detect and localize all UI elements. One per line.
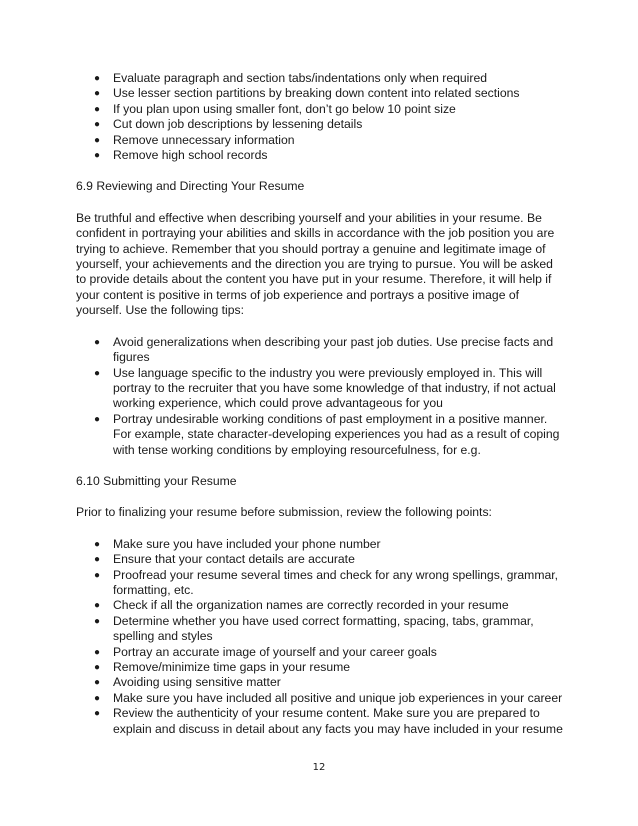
bullet-icon: ●	[93, 134, 101, 146]
list-item-text: Remove unnecessary information	[113, 132, 295, 147]
submission-checklist	[76, 537, 566, 737]
list-item-text: Avoid generalizations when describing your past job duties. Use precise facts and figures	[113, 334, 554, 365]
bullet-icon: ●	[93, 662, 101, 673]
list-item	[76, 148, 566, 163]
page-content	[76, 71, 566, 737]
list-item	[76, 568, 566, 599]
list-item	[76, 552, 566, 567]
section-paragraph-submitting: Prior to finalizing your resume before submission, review the following points:	[76, 505, 492, 520]
bullet-icon: ●	[93, 646, 101, 658]
list-item	[76, 366, 566, 412]
list-item-text: If you plan upon using smaller font, don’t go below 10 point size	[113, 101, 456, 116]
list-item	[76, 598, 566, 613]
bullet-icon: ●	[93, 677, 101, 689]
bullet-icon: ●	[93, 538, 101, 550]
list-item	[76, 645, 566, 660]
list-item	[76, 706, 566, 737]
list-item-text: Use language specific to the industry you were previously employed in. This will portray to the recruiter that you have some knowledge of that industry, if not actual working experience, which could prove advantageous for you	[113, 365, 556, 411]
list-item	[76, 660, 566, 675]
list-item-text: Cut down job descriptions by lessening details	[113, 117, 363, 132]
bullet-icon: ●	[93, 88, 101, 100]
list-item	[76, 71, 566, 86]
bullet-icon: ●	[93, 708, 101, 720]
list-item-text: Remove/minimize time gaps in your resume	[113, 660, 351, 674]
section-paragraph-reviewing: Be truthful and effective when describing yourself and your abilities in your resume. Be confident in portraying your abilities and skills in accordance with the job position you are trying to achieve. Remember that you should portray a genuine and legitimate image of yourself, your achievements and the direction you are trying to pursue. You will be asked to provide details about the content you have put in your resume. Therefore, it will help if your content is positive in terms of job experience and portrays a positive image of yourself. Use the following tips:	[76, 210, 555, 318]
list-item	[76, 537, 566, 552]
section-heading-reviewing: 6.9 Reviewing and Directing Your Resume	[76, 179, 305, 194]
list-item	[76, 614, 566, 645]
list-item	[76, 335, 566, 366]
bullet-icon: ●	[93, 103, 101, 115]
section-heading-submitting: 6.10 Submitting your Resume	[76, 473, 237, 488]
list-item-text: Ensure that your contact details are accurate	[113, 552, 355, 567]
list-item-text: Portray an accurate image of yourself and your career goals	[113, 644, 437, 659]
bullet-icon: ●	[93, 692, 101, 704]
bullet-icon: ●	[93, 569, 101, 581]
list-item-text: Use lesser section partitions by breaking down content into related sections	[113, 86, 520, 101]
formatting-tips-list	[76, 71, 566, 163]
list-item	[76, 117, 566, 132]
list-item-text: Remove high school records	[113, 148, 268, 163]
bullet-icon: ●	[93, 615, 101, 627]
list-item-text: Make sure you have included your phone number	[113, 536, 381, 551]
bullet-icon: ●	[93, 413, 101, 425]
list-item-text: Proofread your resume several times and check for any wrong spellings, grammar, formatting, etc.	[113, 567, 559, 597]
list-item	[76, 102, 566, 117]
bullet-icon: ●	[93, 150, 101, 162]
list-item	[76, 133, 566, 148]
list-item-text: Review the authenticity of your resume content. Make sure you are prepared to explain and discuss in detail about any facts you may have included in your resume	[113, 706, 563, 736]
list-item-text: Avoiding using sensitive matter	[113, 675, 281, 690]
list-item	[76, 675, 566, 690]
list-item-text: Portray undesirable working conditions of past employment in a positive manner. For example, state character-developing experiences you had as a result of coping with tense working conditions by employing resourcefulness, for e.g.	[113, 411, 560, 457]
list-item-text: Determine whether you have used correct formatting, spacing, tabs, grammar, spelling and styles	[113, 613, 534, 644]
bullet-icon: ●	[93, 554, 101, 566]
bullet-icon: ●	[93, 119, 101, 131]
bullet-icon: ●	[93, 336, 101, 348]
bullet-icon: ●	[93, 367, 101, 379]
reviewing-tips-list	[76, 335, 566, 458]
bullet-icon: ●	[93, 73, 101, 84]
page-number: 12	[312, 762, 326, 773]
list-item	[76, 86, 566, 101]
list-item	[76, 691, 566, 706]
list-item-text: Make sure you have included all positive and unique job experiences in your career	[113, 690, 563, 705]
list-item-text: Check if all the organization names are correctly recorded in your resume	[113, 598, 509, 613]
list-item	[76, 412, 566, 458]
list-item-text: Evaluate paragraph and section tabs/indentations only when required	[113, 71, 488, 85]
bullet-icon: ●	[93, 600, 101, 612]
